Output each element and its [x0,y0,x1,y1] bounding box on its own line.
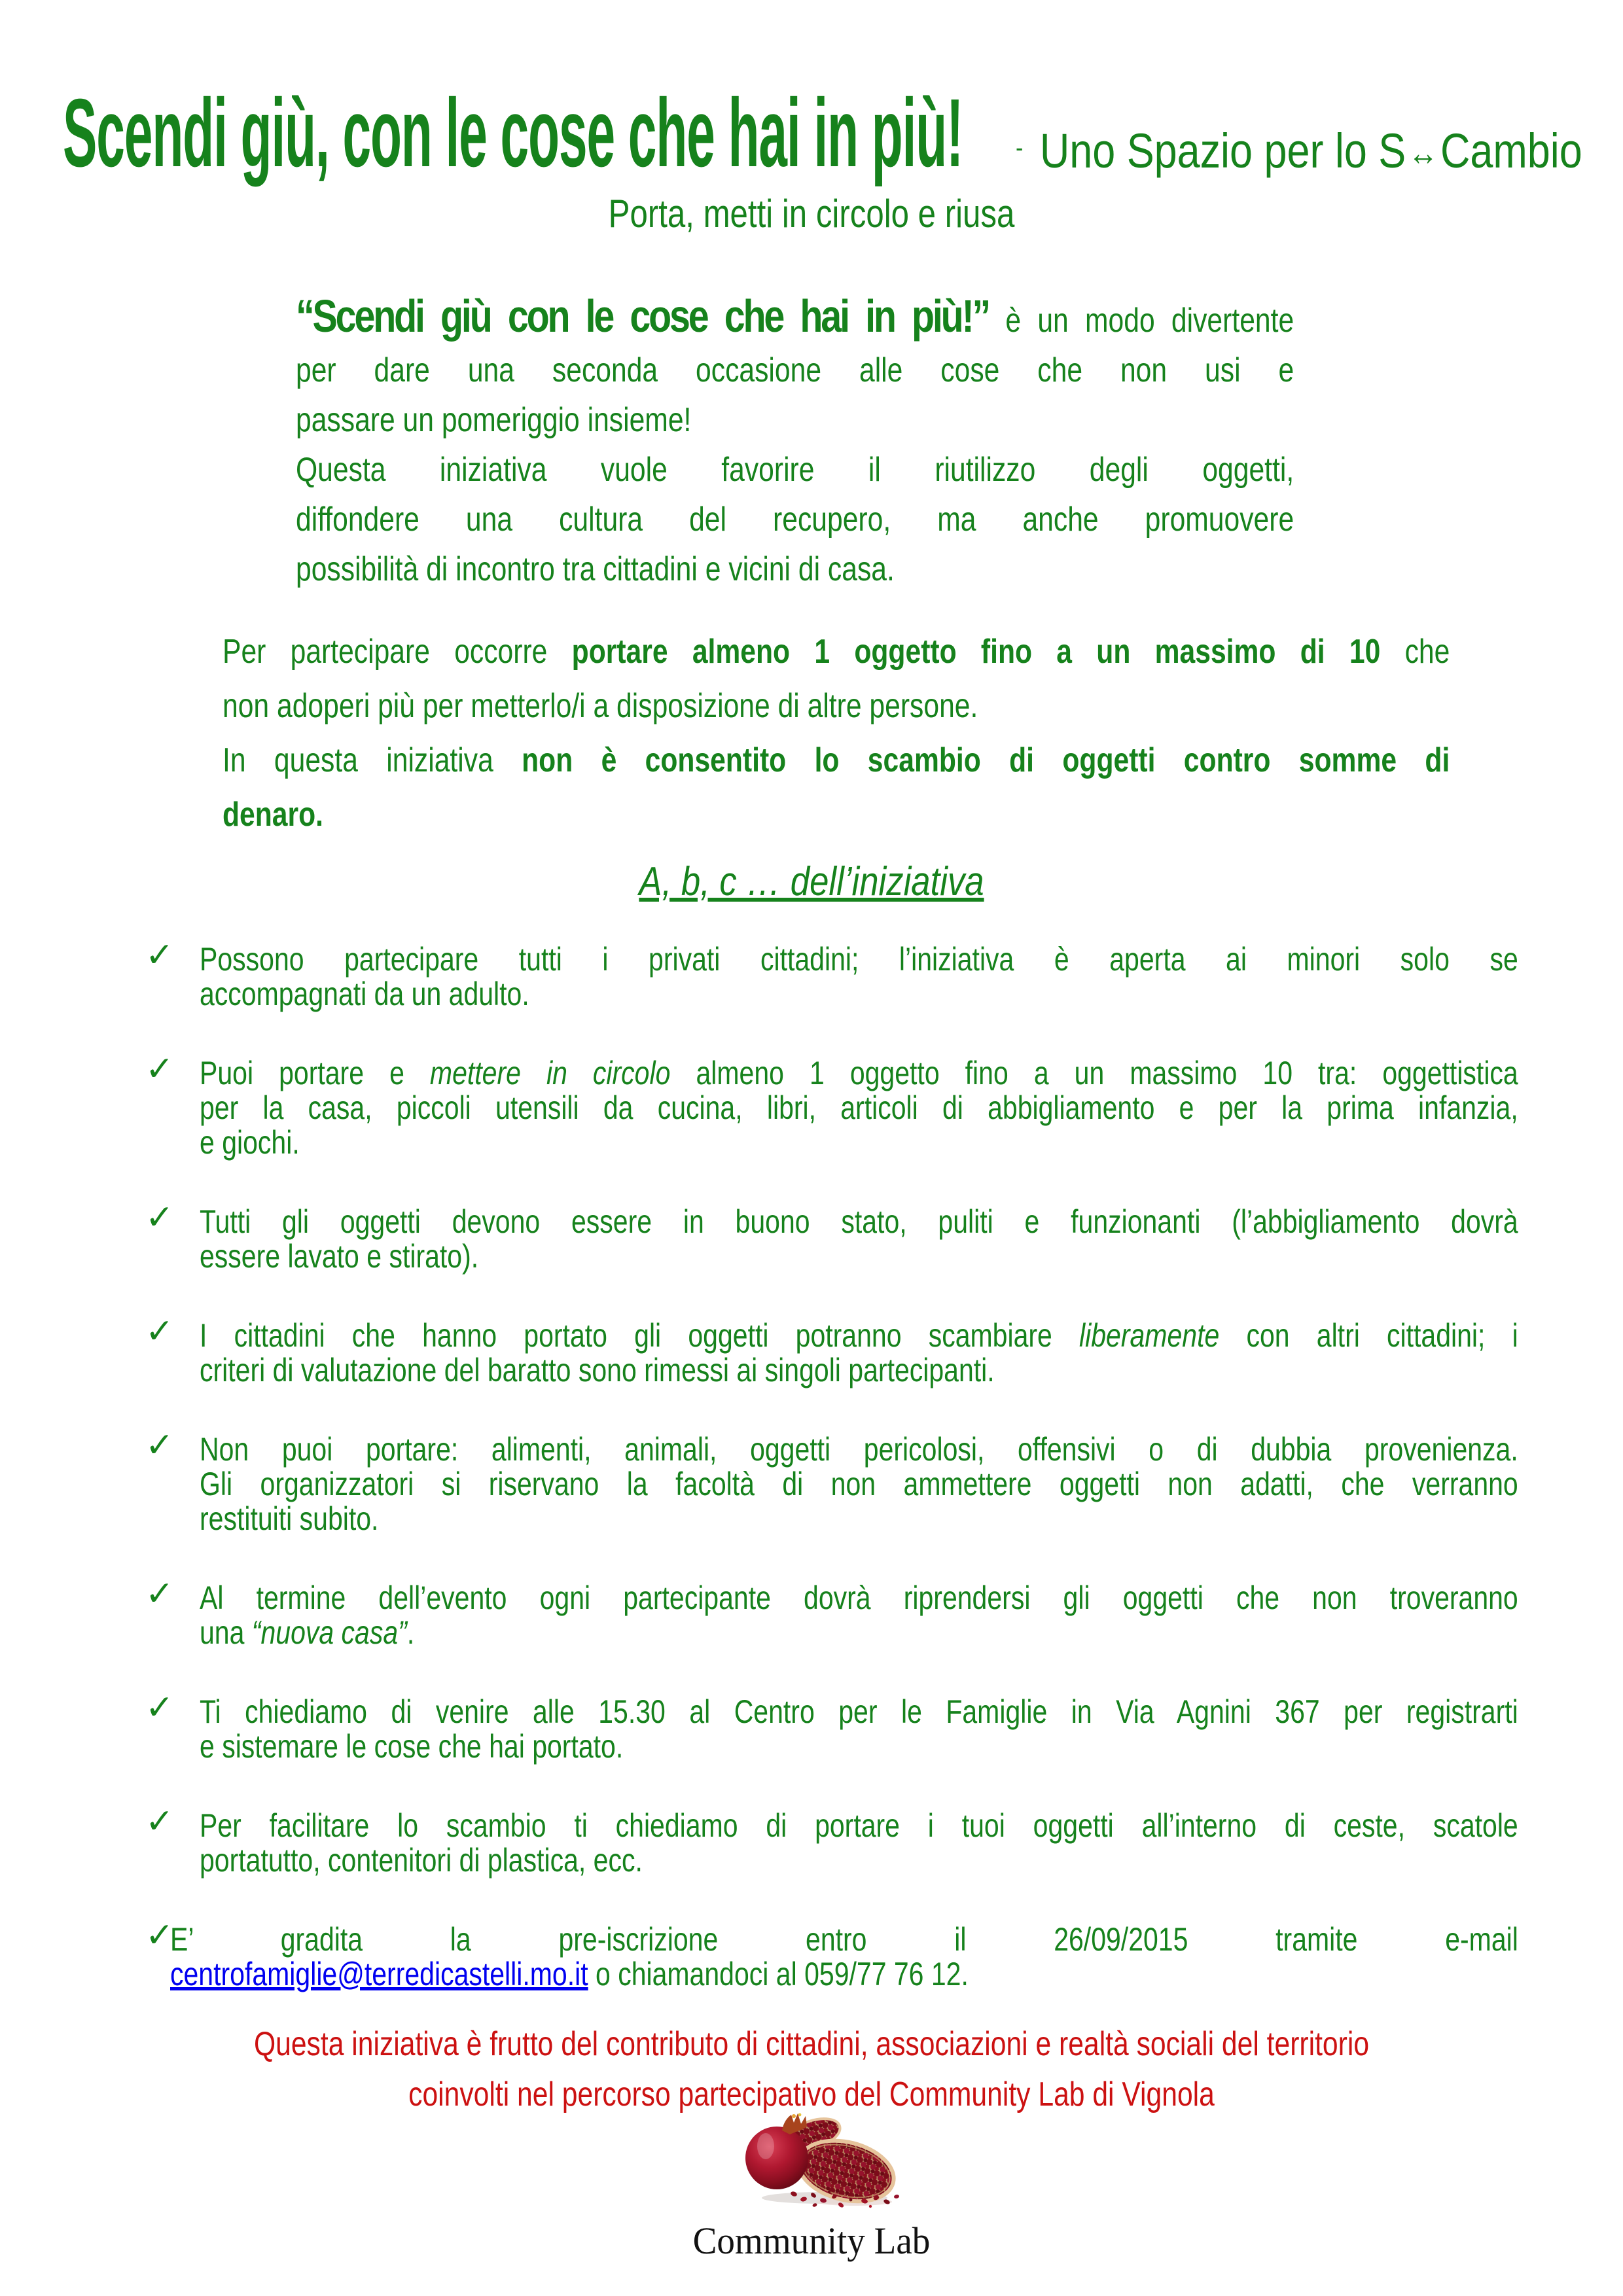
text-line [200,1205,1518,1239]
text-line [296,345,1294,395]
rule-item [145,1916,1518,1992]
text-line [200,1125,1518,1160]
checkmark-icon: ✓ [145,1050,174,1088]
checkmark-icon: ✓ [145,1199,174,1237]
text-segment: E’ gradita la pre-iscrizione entro il 26/09/2015 tramite e-mail [170,1921,1518,1958]
text-segment: che [1380,633,1450,671]
text-line [200,1432,1518,1467]
text-segment: accompagnati da un adulto. [200,976,529,1012]
rule-text [170,1922,1518,1992]
text-segment: denaro. [223,796,324,834]
text-line [200,1695,1518,1729]
text-segment: Per facilitare lo scambio ti chiediamo di portare i tuoi oggetti all’interno di ceste, scatole [200,1807,1518,1844]
text-line [200,1056,1518,1091]
community-lab-caption: Community Lab [692,2219,931,2262]
text-line [200,1581,1518,1616]
checkmark-icon: ✓ [145,1575,174,1613]
text-segment: I cittadini che hanno portato gli oggetti potranno scambiare [200,1317,1080,1354]
text-line [200,1091,1518,1125]
text-line [170,1957,1518,1992]
text-segment: criteri di valutazione del baratto sono rimessi ai singoli partecipanti. [200,1352,995,1388]
text-segment: Non puoi portare: alimenti, animali, oggetti pericolosi, offensivi o di dubbia provenienza. [200,1431,1518,1468]
text-segment: “nuova casa” [251,1614,407,1651]
text-line [296,395,1294,445]
text-line [200,942,1518,977]
text-line [223,625,1450,679]
rule-item [145,1050,1518,1161]
checkmark-icon: ✓ [145,1426,174,1464]
text-line [296,291,1294,345]
text-line [200,1353,1518,1388]
text-segment: Questa iniziativa è frutto del contributo di cittadini, associazioni e realtà sociali del territorio [253,2025,1370,2063]
tagline: Porta, metti in circolo e riusa [608,192,1015,236]
text-line [200,1467,1518,1502]
rule-text [200,1318,1518,1388]
pomegranate-image [736,2108,906,2210]
text-segment: Gli organizzatori si riservano la facoltà di non ammettere oggetti non adatti, che verranno [200,1466,1518,1502]
rule-item [145,1575,1518,1651]
subtitle-text-post: Cambio [1440,124,1582,178]
text-line [170,1922,1518,1957]
rule-item [145,1689,1518,1765]
text-line [200,1809,1518,1843]
rule-item [145,1313,1518,1388]
footer-note [146,2019,1477,2120]
rule-text [200,1205,1518,1274]
text-segment: una [200,1614,252,1651]
participation-paragraph [223,625,1450,842]
rules-heading: A, b, c … dell’iniziativa [639,859,984,904]
text-segment: per la casa, piccoli utensili da cucina, libri, articoli di abbigliamento e per la prima infanzia, [200,1089,1518,1126]
rule-item [145,1803,1518,1879]
text-line [200,977,1518,1012]
rule-text [200,1581,1518,1650]
page-subtitle [1016,124,1582,178]
text-segment: possibilità di incontro tra cittadini e vicini di casa. [296,550,895,588]
whole-pomegranate [745,2113,808,2189]
checkmark-icon: ✓ [145,1803,174,1841]
text-segment: restituiti subito. [200,1500,379,1537]
text-line [200,1502,1518,1536]
text-segment: e giochi. [200,1124,300,1161]
text-line [223,679,1450,733]
text-segment: passare un pomeriggio insieme! [296,401,692,439]
text-segment: non è consentito lo scambio di oggetti contro somme di [522,741,1450,779]
text-line [200,1843,1518,1878]
text-segment: portatutto, contenitori di plastica, ecc. [200,1842,643,1879]
text-segment: portare almeno 1 oggetto fino a un massimo di 10 [571,633,1381,671]
text-segment: Tutti gli oggetti devono essere in buono stato, puliti e funzionanti (l’abbigliamento dovrà [200,1203,1518,1240]
rule-text [200,942,1518,1012]
page-title: Scendi giù, con le cose che hai in più! [63,79,963,187]
rule-item [145,936,1518,1012]
text-segment: è un modo divertente [989,302,1294,340]
checkmark-icon: ✓ [145,936,174,974]
text-segment: e sistemare le cose che hai portato. [200,1728,624,1765]
intro-paragraph [296,291,1294,594]
text-segment: mettere in circolo [429,1055,671,1091]
subtitle-text-pre: Uno Spazio per lo S [1039,124,1406,178]
rule-text [200,1056,1518,1160]
text-line [296,544,1294,594]
swap-arrow-icon: ↔ [1408,133,1438,173]
text-segment: almeno 1 oggetto fino a un massimo 10 tra: oggettistica [670,1055,1518,1091]
rule-item [145,1426,1518,1537]
title-dash: - [1016,133,1024,163]
text-segment: Al termine dell’evento ogni partecipante dovrà riprendersi gli oggetti che non troveranno [200,1580,1518,1616]
text-line [223,733,1450,788]
text-segment: . [406,1614,415,1651]
text-segment: non adoperi più per metterlo/i a disposizione di altre persone. [223,687,978,725]
text-line [200,1318,1518,1353]
text-segment: essere lavato e stirato). [200,1238,479,1275]
email-link[interactable]: centrofamiglie@terredicastelli.mo.it [170,1956,588,1992]
text-line [200,1239,1518,1274]
text-segment: Possono partecipare tutti i privati cittadini; l’iniziativa è aperta ai minori solo se [200,941,1518,978]
text-segment: diffondere una cultura del recupero, ma anche promuovere [296,501,1294,539]
text-segment: In questa iniziativa [223,741,522,779]
rule-item [145,1199,1518,1275]
rule-text [200,1432,1518,1536]
rules-list [145,936,1518,2036]
text-line [296,445,1294,495]
rule-text [200,1695,1518,1764]
text-segment: o chiamandoci al 059/77 76 12. [588,1956,969,1992]
rule-text [200,1809,1518,1878]
text-segment: Puoi portare e [200,1055,430,1091]
text-segment: liberamente [1079,1317,1220,1354]
text-line [223,788,1450,842]
text-line [200,1616,1518,1650]
text-segment: Ti chiediamo di venire alle 15.30 al Centro per le Famiglie in Via Agnini 367 per registrarti [200,1693,1518,1730]
text-segment: Questa iniziativa vuole favorire il riutilizzo degli oggetti, [296,451,1294,489]
checkmark-icon: ✓ [145,1313,174,1351]
text-segment: “Scendi giù con le cose che hai in più!” [296,291,990,342]
text-line [200,1729,1518,1764]
checkmark-icon: ✓ [145,1689,174,1727]
text-line [146,2019,1477,2070]
text-segment: per dare una seconda occasione alle cose che non usi e [296,351,1294,389]
checkmark-icon: ✓ [145,1916,174,1954]
text-segment: con altri cittadini; i [1219,1317,1518,1354]
text-segment: Per partecipare occorre [223,633,572,671]
text-line [296,495,1294,544]
text-segment: coinvolti nel percorso partecipativo del Community Lab di Vignola [408,2075,1215,2113]
